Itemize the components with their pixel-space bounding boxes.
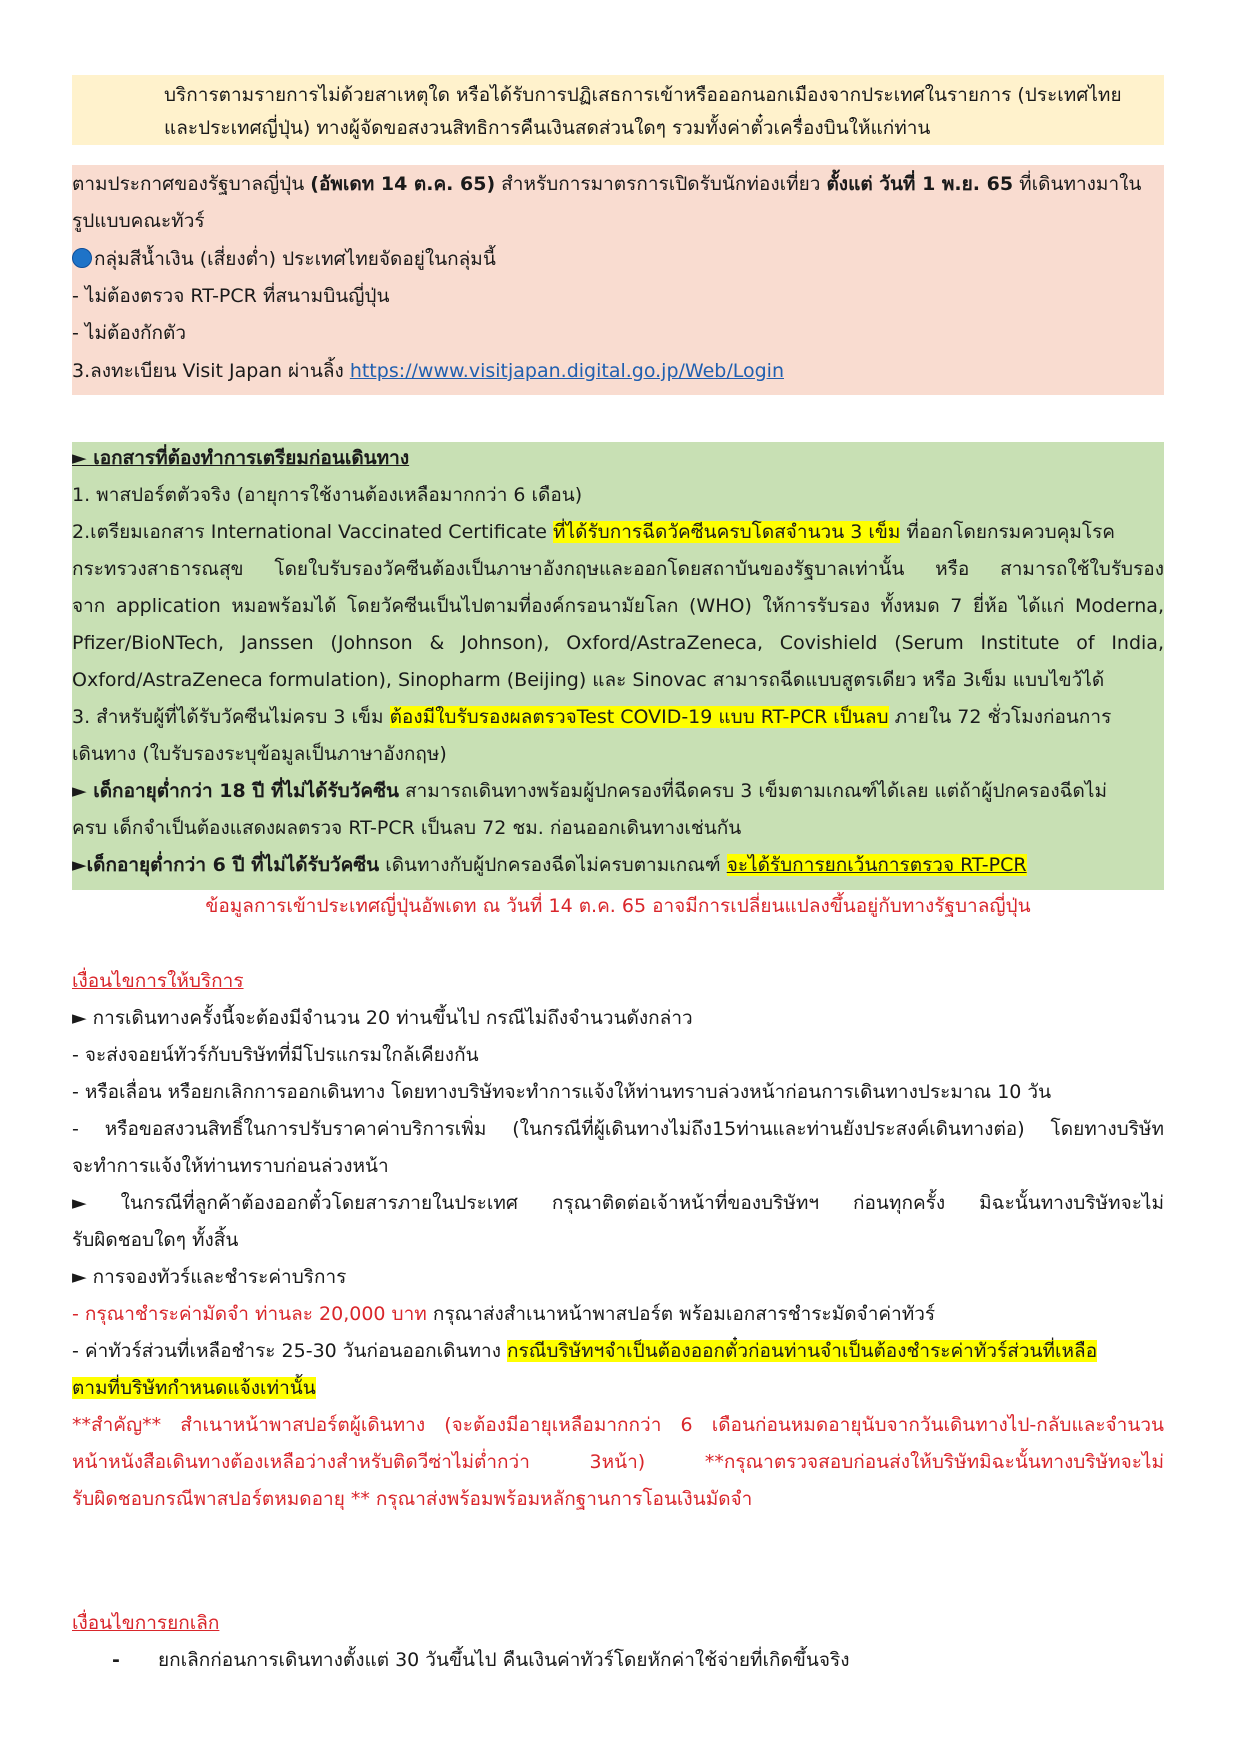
cond-line-10-highlight: กรณีบริษัทฯจำเป็นต้องออกตั๋วก่อนท่านจำเป็นต้องชำระค่าทัวร์ส่วนที่เหลือ xyxy=(507,1340,1098,1362)
notice-line-1: บริการตามรายการไม่ด้วยสาเหตุใด หรือได้รับการปฏิเสธการเข้าหรือออกนอกเมืองจากประเทศในรายการ (ประเทศไทย xyxy=(164,84,1122,106)
blue-group-text: กลุ่มสีน้ำเงิน (เสี่ยงต่ำ) ประเทศไทยจัดอยู่ในกลุ่มนี้ xyxy=(94,248,496,270)
docs-line-7-highlight: ต้องมีใบรับรองผลตรวจTest COVID-19 แบบ RT-PCR เป็นลบ xyxy=(389,706,889,728)
cond-line-10-a: - ค่าทัวร์ส่วนที่เหลือชำระ 25-30 วันก่อนออกเดินทาง xyxy=(72,1340,508,1362)
documents-block xyxy=(72,442,1164,890)
cond-line-7: รับผิดชอบใดๆ ทั้งสิ้น xyxy=(72,1229,239,1251)
cancel-line-1-text: ยกเลิกก่อนการเดินทางตั้งแต่ 30 วันขึ้นไป คืนเงินค่าทัวร์โดยหักค่าใช้จ่ายที่เกิดขึ้นจริง xyxy=(158,1649,850,1671)
cond-line-2: - จะส่งจอยน์ทัวร์กับบริษัทที่มีโปรแกรมใกล้เคียงกัน xyxy=(72,1044,479,1066)
documents-heading: ► เอกสารที่ต้องทำการเตรียมก่อนเดินทาง xyxy=(72,447,410,469)
docs-line-11-highlight: จะได้รับการยกเว้นการตรวจ RT-PCR xyxy=(726,854,1027,876)
docs-line-7-b: ภายใน 72 ชั่วโมงก่อนการ xyxy=(888,706,1112,728)
deposit-amount: - กรุณาชำระค่ามัดจำ ท่านละ 20,000 บาท xyxy=(72,1303,427,1325)
docs-line-9-b: สามารถเดินทางพร้อมผู้ปกครองที่ฉีดครบ 3 เข็มตามเกณฑ์ได้เลย แต่ถ้าผู้ปกครองฉีดไม่ xyxy=(399,780,1107,802)
docs-line-9 xyxy=(72,776,1164,808)
notice-line-2: และประเทศญี่ปุ่น) ทางผู้จัดขอสงวนสิทธิการคืนเงินสดส่วนใดๆ รวมทั้งค่าตั๋วเครื่องบินให้แก่ท่าน xyxy=(164,117,931,139)
cond-line-14: รับผิดชอบกรณีพาสปอร์ตหมดอายุ ** กรุณาส่งพร้อมพร้อมหลักฐานการโอนเงินมัดจำ xyxy=(72,1488,753,1510)
announce-line-4: - ไม่ต้องตรวจ RT-PCR ที่สนามบินญี่ปุ่น xyxy=(72,285,390,307)
children-under-18: ► เด็กอายุต่ำกว่า 18 ปี ที่ไม่ได้รับวัคซีน xyxy=(72,780,399,802)
docs-line-11 xyxy=(72,850,1164,882)
docs-line-4: จาก application หมอพร้อมได้ โดยวัคซีนเป็นไปตามที่องค์กรอนามัยโลก (WHO) ให้การรับรอง ทั้งหมด 7 ยี่ห้อ ได้แก่ Moderna, xyxy=(72,595,1164,617)
cond-line-9 xyxy=(72,1299,1164,1331)
japan-announcement-block xyxy=(72,165,1164,395)
cond-line-11-highlight: ตามที่บริษัทกำหนดแจ้งเท่านั้น xyxy=(72,1377,316,1399)
docs-line-2-a: 2.เตรียมเอกสาร International Vaccinated Certificate xyxy=(72,521,554,543)
cond-line-5: จะทำการแจ้งให้ท่านทราบก่อนล่วงหน้า xyxy=(72,1155,389,1177)
cond-line-1: ► การเดินทางครั้งนี้จะต้องมีจำนวน 20 ท่านขึ้นไป กรณีไม่ถึงจำนวนดังกล่าว xyxy=(72,1007,693,1029)
docs-line-5: Pfizer/BioNTech, Janssen (Johnson & Johnson), Oxford/AstraZeneca, Covishield (Serum Institute of India, xyxy=(72,632,1164,654)
cond-line-8: ► การจองทัวร์และชำระค่าบริการ xyxy=(72,1266,347,1288)
cond-line-13: หน้าหนังสือเดินทางต้องเหลือว่างสำหรับติดวีซ่าไม่ต่ำกว่า 3หน้า) **กรุณาตรวจสอบก่อนส่งให้บริษัทมิฉะนั้นทางบริษัทจะไม่ xyxy=(72,1451,1164,1473)
docs-line-1: 1. พาสปอร์ตตัวจริง (อายุการใช้งานต้องเหลือมากกว่า 6 เดือน) xyxy=(72,484,583,506)
docs-line-6: Oxford/AstraZeneca formulation), Sinopharm (Beijing) และ Sinovac สามารถฉีดแบบสูตรเดียว หรือ 3เข็ม แบบไขว้ได้ xyxy=(72,669,1105,691)
docs-line-10: ครบ เด็กจำเป็นต้องแสดงผลตรวจ RT-PCR เป็นลบ 72 ชม. ก่อนออกเดินทางเช่นกัน xyxy=(72,817,742,839)
docs-line-8: เดินทาง (ใบรับรองระบุข้อมูลเป็นภาษาอังกฤษ) xyxy=(72,743,447,765)
service-conditions-heading: เงื่อนไขการให้บริการ xyxy=(72,970,244,992)
cancel-line-1 xyxy=(72,1645,1164,1677)
cancel-bullet: - xyxy=(112,1649,120,1671)
cond-line-9-b: กรุณาส่งสำเนาหน้าพาสปอร์ต พร้อมเอกสารชำระมัดจำค่าทัวร์ xyxy=(426,1303,936,1325)
announce-intro: ตามประกาศของรัฐบาลญี่ปุ่น xyxy=(72,173,311,195)
register-text: 3.ลงทะเบียน Visit Japan ผ่านลิ้ง xyxy=(72,360,350,382)
docs-line-11-b: เดินทางกับผู้ปกครองฉีดไม่ครบตามเกณฑ์ xyxy=(379,854,727,876)
cond-line-10 xyxy=(72,1336,1164,1368)
update-note: ข้อมูลการเข้าประเทศญี่ปุ่นอัพเดท ณ วันที่ 14 ต.ค. 65 อาจมีการเปลี่ยนแปลงขึ้นอยู่กับทางรัฐบาลญี่ปุ่น xyxy=(205,895,1031,917)
announce-line-1 xyxy=(72,169,1164,201)
cond-line-12: **สำคัญ** สำเนาหน้าพาสปอร์ตผู้เดินทาง (จะต้องมีอายุเหลือมากกว่า 6 เดือนก่อนหมดอายุนับจากวันเดินทางไป-กลับและจำนวน xyxy=(72,1414,1164,1436)
cancellation-heading: เงื่อนไขการยกเลิก xyxy=(72,1612,220,1634)
docs-line-2 xyxy=(72,517,1164,549)
cond-line-4: - หรือขอสงวนสิทธิ์ในการปรับราคาค่าบริการเพิ่ม (ในกรณีที่ผู้เดินทางไม่ถึง15ท่านและท่านยังประสงค์เดินทางต่อ) โดยทางบริษัท xyxy=(72,1118,1164,1140)
children-under-6: ►เด็กอายุต่ำกว่า 6 ปี ที่ไม่ได้รับวัคซีน xyxy=(72,854,380,876)
cond-line-3: - หรือเลื่อน หรือยกเลิกการออกเดินทาง โดยทางบริษัทจะทำการแจ้งให้ท่านทราบล่วงหน้าก่อนการเดินทางประมาณ 10 วัน xyxy=(72,1081,1052,1103)
announce-travel: ที่เดินทางมาใน xyxy=(1013,173,1142,195)
blue-circle-icon xyxy=(72,248,92,268)
cond-line-11 xyxy=(72,1373,1164,1405)
cond-line-6: ► ในกรณีที่ลูกค้าต้องออกตั๋วโดยสารภายในประเทศ กรุณาติดต่อเจ้าหน้าที่ของบริษัทฯ ก่อนทุกครั้ง มิฉะนั้นทางบริษัทจะไม่ xyxy=(72,1192,1164,1214)
refund-notice-block xyxy=(72,75,1164,145)
announce-measure: สำหรับการมาตรการเปิดรับนักท่องเที่ยว xyxy=(495,173,827,195)
announce-line-5: - ไม่ต้องกักตัว xyxy=(72,322,187,344)
docs-line-2-b: ที่ออกโดยกรมควบคุมโรค xyxy=(900,521,1115,543)
announce-start-date: ตั้งแต่ วันที่ 1 พ.ย. 65 xyxy=(826,173,1014,195)
docs-line-2-highlight: ที่ได้รับการฉีดวัคซีนครบโดสจำนวน 3 เข็ม xyxy=(553,521,901,543)
announce-update-date: (อัพเดท 14 ต.ค. 65) xyxy=(310,173,496,195)
docs-line-7-a: 3. สำหรับผู้ที่ได้รับวัคซีนไม่ครบ 3 เข็ม xyxy=(72,706,390,728)
docs-line-7 xyxy=(72,702,1164,734)
announce-line-3 xyxy=(72,244,1164,276)
announce-line-6 xyxy=(72,356,1164,388)
announce-line-2: รูปแบบคณะทัวร์ xyxy=(72,210,205,232)
docs-line-3: กระทรวงสาธารณสุข โดยใบรับรองวัคซีนต้องเป็นภาษาอังกฤษและออกโดยสถาบันของรัฐบาลเท่านั้น หรือ สามารถใช้ใบรับรอง xyxy=(72,558,1164,580)
visit-japan-link[interactable]: https://www.visitjapan.digital.go.jp/Web/Login xyxy=(349,360,784,382)
